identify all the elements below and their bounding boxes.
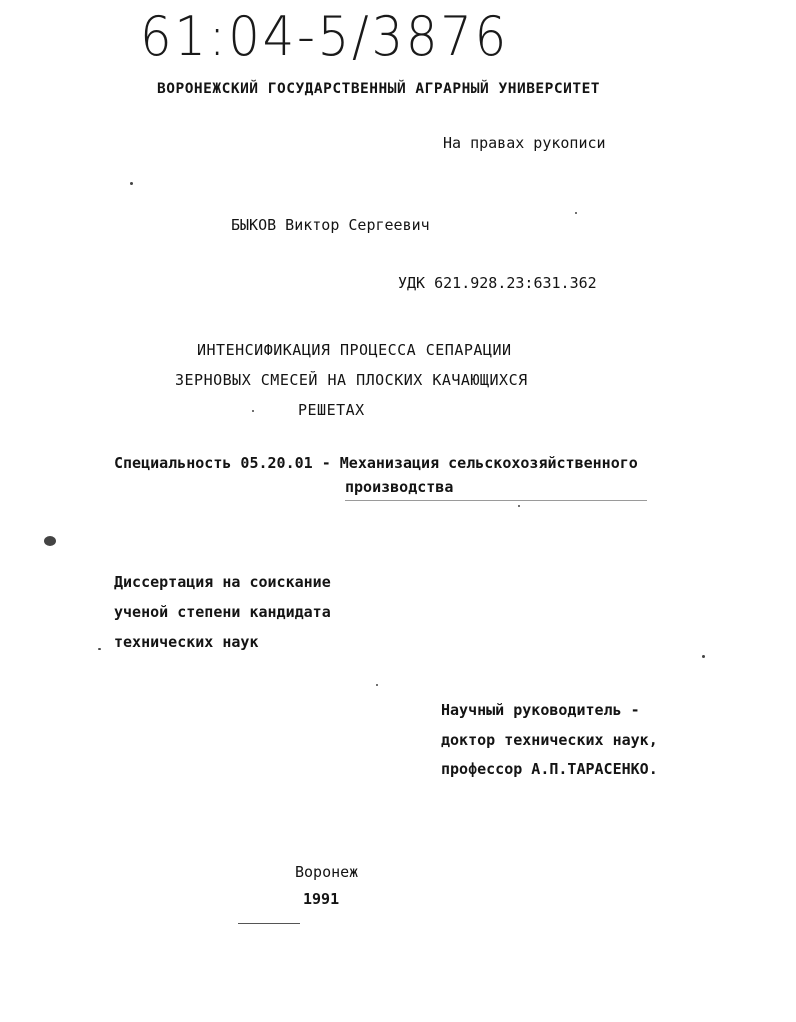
city: Воронеж: [295, 863, 359, 881]
rights-notice: На правах рукописи: [443, 134, 606, 152]
dissertation-line-3: технических наук: [114, 633, 259, 651]
archive-handwritten-mark: 61:04-5/3876: [140, 5, 510, 68]
dissertation-line-1: Диссертация на соискание: [114, 573, 331, 591]
supervisor-line-3: профессор А.П.ТАРАСЕНКО.: [441, 760, 658, 778]
supervisor-line-1: Научный руководитель -: [441, 701, 640, 719]
scan-speck: [44, 536, 56, 546]
scan-speck: [252, 410, 254, 412]
title-line-1: ИНТЕНСИФИКАЦИЯ ПРОЦЕССА СЕПАРАЦИИ: [197, 341, 512, 359]
scan-speck: [702, 655, 705, 658]
supervisor-line-2: доктор технических наук,: [441, 731, 658, 749]
year: 1991: [303, 890, 340, 908]
specialty-line-2: производства: [345, 478, 454, 496]
scan-speck: [376, 684, 378, 686]
scan-speck: [575, 212, 577, 214]
scan-speck: [130, 182, 133, 185]
specialty-line-1: Специальность 05.20.01 - Механизация сельскохозяйственного: [114, 454, 638, 472]
university-heading: ВОРОНЕЖСКИЙ ГОСУДАРСТВЕННЫЙ АГРАРНЫЙ УНИВЕРСИТЕТ: [157, 81, 601, 97]
title-line-2: ЗЕРНОВЫХ СМЕСЕЙ НА ПЛОСКИХ КАЧАЮЩИХСЯ: [175, 371, 528, 389]
dissertation-line-2: ученой степени кандидата: [114, 603, 331, 621]
udc-code: УДК 621.928.23:631.362: [398, 274, 597, 292]
title-line-3: РЕШЕТАХ: [298, 401, 365, 419]
scan-speck: [518, 505, 520, 507]
year-dash: [238, 923, 300, 924]
scan-speck: [98, 648, 101, 650]
specialty-underline: [345, 500, 647, 501]
author-name: БЫКОВ Виктор Сергеевич: [231, 216, 430, 234]
